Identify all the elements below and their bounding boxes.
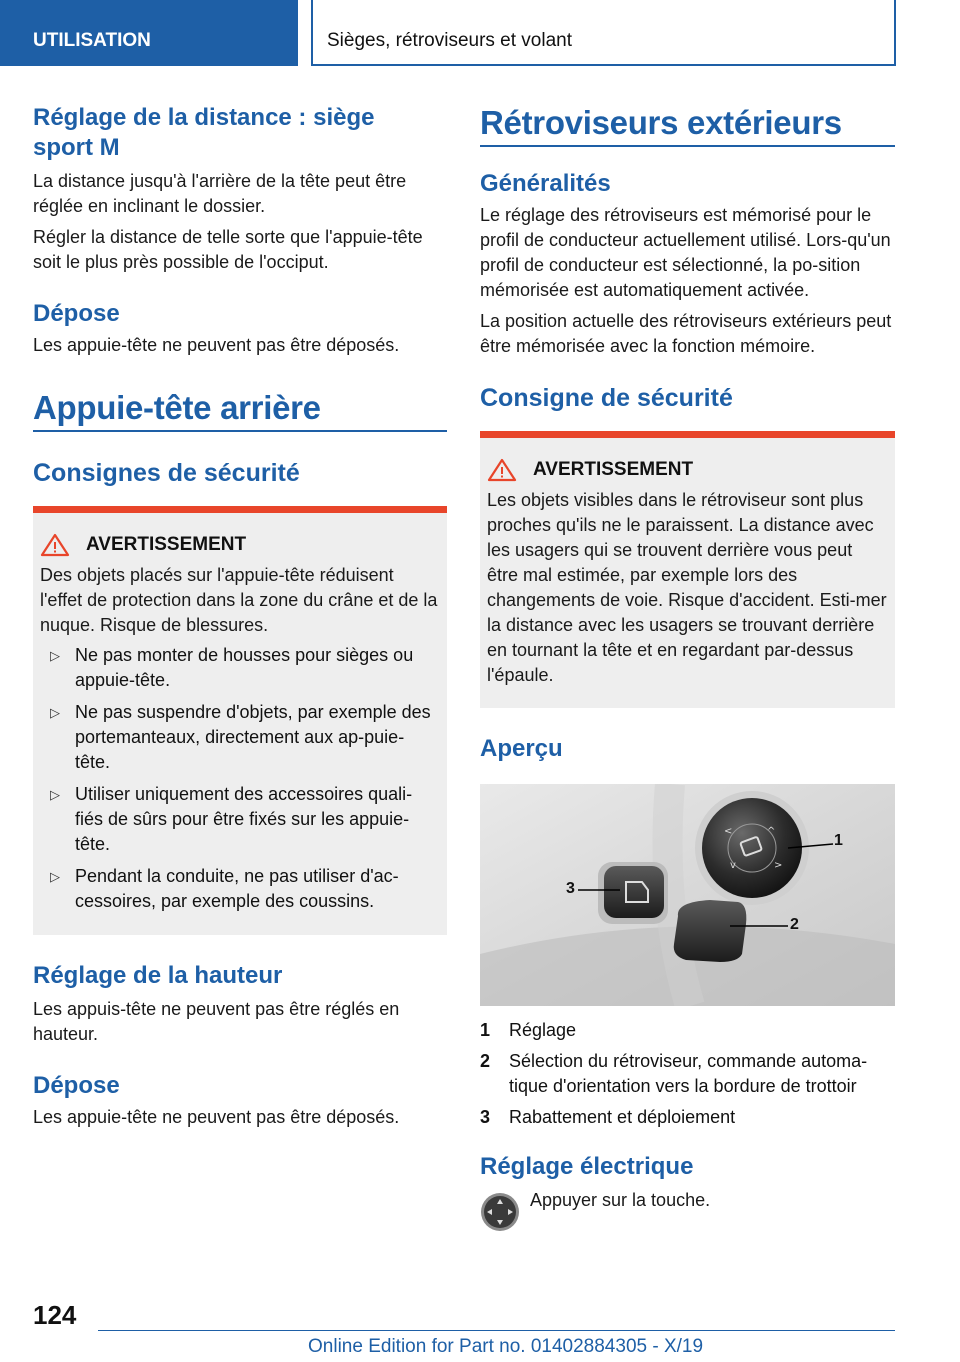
legend-number: 2 xyxy=(480,1051,491,1071)
edition-text: Online Edition for Part no. 01402884305 - X/19 xyxy=(308,1336,704,1357)
list-item-text: Ne pas monter de housses pour sièges ou appuie-tête. xyxy=(75,645,414,690)
warning-text-left: Des objets placés sur l'appuie-tête réduisent l'effet de protection dans la zone du crâne et de la nuque. Risque de blessures. xyxy=(40,565,438,635)
bullet-triangle-icon: ▷ xyxy=(50,705,60,720)
svg-text:>: > xyxy=(774,860,783,871)
heading-general: Généralités xyxy=(480,170,611,197)
heading-depose-1: Dépose xyxy=(33,300,120,327)
svg-text:<: < xyxy=(724,826,733,837)
mirror-switch-illustration xyxy=(480,784,895,1006)
legend-number: 1 xyxy=(480,1020,491,1040)
callout-3: 3 xyxy=(566,880,575,897)
para-depose-2: Les appuie-tête ne peuvent pas être déposés. xyxy=(33,1107,400,1127)
para-general-2: La position actuelle des rétroviseurs extérieurs peut être mémorisée avec la fonction mémoire. xyxy=(480,311,892,356)
para-height: Les appuis-tête ne peuvent pas être réglés en hauteur. xyxy=(33,999,400,1044)
svg-text:v: v xyxy=(730,860,736,871)
heading-electric: Réglage électrique xyxy=(480,1153,694,1180)
warning-triangle-icon xyxy=(487,458,517,482)
chapter-tab xyxy=(311,0,896,66)
legend-item xyxy=(480,1049,895,1099)
warning-box-left xyxy=(33,506,447,935)
left-column xyxy=(33,103,447,1130)
legend-item xyxy=(480,1018,895,1043)
legend-number: 3 xyxy=(480,1107,491,1127)
warning-box-right xyxy=(480,431,895,708)
list-item xyxy=(40,700,439,775)
list-item-text: Pendant la conduite, ne pas utiliser d'ac-cessoires, par exemple des coussins. xyxy=(75,866,399,911)
warning-list-left xyxy=(40,643,439,914)
list-item-text: Ne pas suspendre d'objets, par exemple des portemanteaux, directement aux ap-puie-tête. xyxy=(75,702,431,772)
section-tab xyxy=(0,0,298,66)
mirror-controls-figure xyxy=(480,784,895,1006)
bullet-triangle-icon: ▷ xyxy=(50,869,60,884)
legend-text: Sélection du rétroviseur, commande automa-tique d'orientation vers la bordure de trottoir xyxy=(509,1051,868,1096)
mirror-joystick-icon xyxy=(480,1192,520,1232)
callout-1: 1 xyxy=(834,832,843,849)
legend-item xyxy=(480,1105,895,1130)
right-column xyxy=(480,103,895,1232)
figure-legend xyxy=(480,1018,895,1130)
chapter-label: Sièges, rétroviseurs et volant xyxy=(327,30,573,51)
footer-divider xyxy=(98,1330,895,1331)
para-distance-2: Régler la distance de telle sorte que l'appuie-tête soit le plus près possible de l'occiput. xyxy=(33,227,423,272)
heading-depose-2: Dépose xyxy=(33,1072,120,1099)
warning-title-text: AVERTISSEMENT xyxy=(86,534,247,555)
page-number: 124 xyxy=(33,1300,77,1330)
para-electric: Appuyer sur la touche. xyxy=(530,1190,711,1210)
warning-text-right: Les objets visibles dans le rétroviseur sont plus proches qu'ils ne le paraissent. La distance avec les usagers qui se trouvent derrière vous peut être mal estimée, par exemple lors des changements de voie. Risque d'accident. Esti-mer la distance avec les usagers se trouvant derrière en tournant la tête et en regardant par-dessus l'épaule. xyxy=(487,490,887,685)
warning-title-text: AVERTISSEMENT xyxy=(533,459,694,480)
heading-safety-left: Consignes de sécurité xyxy=(33,459,300,487)
section-label: UTILISATION xyxy=(33,30,151,51)
list-item xyxy=(40,782,439,857)
legend-text: Rabattement et déploiement xyxy=(509,1107,736,1127)
callout-2: 2 xyxy=(790,916,799,933)
para-depose-1: Les appuie-tête ne peuvent pas être déposés. xyxy=(33,335,400,355)
heading-exterior-mirrors: Rétroviseurs extérieurs xyxy=(480,103,895,147)
para-distance-1: La distance jusqu'à l'arrière de la tête peut être réglée en inclinant le dossier. xyxy=(33,171,407,216)
electric-instruction xyxy=(480,1188,895,1232)
warning-triangle-icon xyxy=(40,533,70,557)
heading-rear-headrest: Appuie-tête arrière xyxy=(33,388,447,432)
heading-overview: Aperçu xyxy=(480,735,563,762)
heading-height: Réglage de la hauteur xyxy=(33,962,283,989)
legend-text: Réglage xyxy=(509,1020,577,1040)
heading-safety-right: Consigne de sécurité xyxy=(480,384,733,412)
svg-text:^: ^ xyxy=(767,826,776,837)
list-item-text: Utiliser uniquement des accessoires quali-fiés de sûrs pour être fixés sur les appuie-tête. xyxy=(75,784,413,854)
bullet-triangle-icon: ▷ xyxy=(50,787,60,802)
list-item xyxy=(40,643,439,693)
bullet-triangle-icon: ▷ xyxy=(50,648,60,663)
warning-title-left xyxy=(40,533,439,557)
para-general-1: Le réglage des rétroviseurs est mémorisé pour le profil de conducteur actuellement utilisé. Lors-qu'un profil de conducteur est sélectionné, la po-sition mémorisée est automatiquement activée. xyxy=(480,205,891,300)
warning-title-right xyxy=(487,458,887,482)
heading-distance: Réglage de la distance : siège sport M xyxy=(33,104,375,161)
list-item xyxy=(40,864,439,914)
